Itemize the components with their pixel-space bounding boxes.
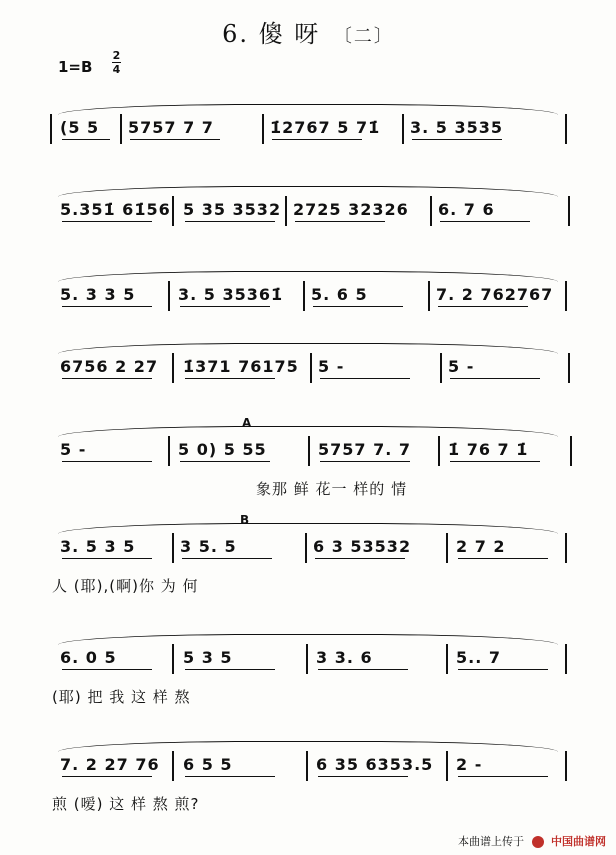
section-marker: B: [240, 513, 250, 527]
barline: [306, 644, 308, 674]
footer-text: 本曲谱上传于: [458, 835, 524, 848]
measure-notes: 2 7 2: [456, 537, 506, 556]
barline: [438, 436, 440, 466]
barline: [430, 196, 432, 226]
beam-underline: [440, 221, 530, 222]
beam-underline: [182, 558, 272, 559]
beam-underline: [438, 306, 528, 307]
measure-notes: 3. 5 3535: [410, 118, 504, 137]
phrase-slur: [58, 634, 558, 645]
barline: [172, 644, 174, 674]
barline: [428, 281, 430, 311]
beam-underline: [62, 558, 152, 559]
measure-notes: 1̇ 76 7 1̇: [448, 440, 529, 459]
barline: [570, 436, 572, 466]
barline: [568, 353, 570, 383]
phrase-slur: [58, 271, 558, 282]
barline: [285, 196, 287, 226]
beam-underline: [313, 306, 403, 307]
barline: [303, 281, 305, 311]
footer-brand: 中国曲谱网: [551, 835, 606, 848]
measure-notes: 6 35 6353.5: [316, 755, 434, 774]
measure-notes: 6 3 53532: [313, 537, 412, 556]
lyric-line: 煎 (嗳) 这 样 熬 煎?: [52, 795, 200, 813]
measure-notes: 5.. 7: [456, 648, 501, 667]
measure-notes: 5757 7. 7: [318, 440, 412, 459]
measure-notes: 5 -: [448, 357, 475, 376]
barline: [172, 751, 174, 781]
beam-underline: [180, 461, 270, 462]
lyric-line: 人 (耶),(啊)你 为 何: [52, 577, 199, 595]
beam-underline: [450, 378, 540, 379]
measure-notes: 5. 3 3 5: [60, 285, 136, 304]
barline: [305, 533, 307, 563]
measure-notes: 1̇371 76175: [183, 357, 299, 376]
time-signature: [112, 50, 121, 75]
page-title: [0, 14, 616, 49]
lyric-line: 象那 鲜 花一 样的 情: [256, 480, 408, 498]
measure-notes: 5 0) 5 55: [178, 440, 267, 459]
barline: [168, 436, 170, 466]
measure-notes: 5 35 3532: [183, 200, 282, 219]
measure-notes: 5 -: [60, 440, 87, 459]
phrase-slur: [58, 343, 558, 354]
key-signature: 1=B: [58, 58, 93, 76]
beam-underline: [320, 378, 410, 379]
barline: [402, 114, 404, 144]
beam-underline: [458, 669, 548, 670]
measure-notes: 5.351̇ 61̇56: [60, 200, 171, 219]
meter-bottom: 4: [112, 63, 121, 76]
barline: [262, 114, 264, 144]
beam-underline: [62, 221, 152, 222]
barline: [565, 533, 567, 563]
phrase-slur: [58, 104, 558, 115]
measure-notes: 1̇2767 5 71̇: [270, 118, 381, 137]
beam-underline: [62, 669, 152, 670]
beam-underline: [318, 669, 408, 670]
barline: [310, 353, 312, 383]
beam-underline: [272, 139, 362, 140]
beam-underline: [458, 776, 548, 777]
measure-notes: (5 5: [60, 118, 100, 137]
barline: [565, 281, 567, 311]
beam-underline: [62, 378, 152, 379]
barline: [568, 196, 570, 226]
barline: [172, 533, 174, 563]
barline: [50, 114, 52, 144]
barline: [172, 196, 174, 226]
measure-notes: 5 3 5: [183, 648, 233, 667]
title-number: 6.: [222, 20, 249, 48]
beam-underline: [295, 221, 385, 222]
measure-notes: 5. 6 5: [311, 285, 368, 304]
measure-notes: 2725 32326: [293, 200, 409, 219]
measure-notes: 6756 2 27: [60, 357, 159, 376]
barline: [168, 281, 170, 311]
beam-underline: [185, 221, 275, 222]
barline: [172, 353, 174, 383]
beam-underline: [185, 776, 275, 777]
barline: [565, 751, 567, 781]
measure-notes: 7. 2 762767: [436, 285, 554, 304]
beam-underline: [185, 378, 275, 379]
beam-underline: [185, 669, 275, 670]
beam-underline: [62, 461, 152, 462]
measure-notes: 6. 7 6: [438, 200, 495, 219]
lyric-line: (耶) 把 我 这 样 熬: [52, 688, 191, 706]
footer: [458, 833, 606, 849]
barline: [565, 114, 567, 144]
measure-notes: 3 5. 5: [180, 537, 237, 556]
barline: [446, 533, 448, 563]
title-sub: 〔二〕: [333, 26, 394, 47]
beam-underline: [320, 461, 410, 462]
beam-underline: [458, 558, 548, 559]
barline: [446, 644, 448, 674]
measure-notes: 6 5 5: [183, 755, 233, 774]
beam-underline: [62, 776, 152, 777]
measure-notes: 6. 0 5: [60, 648, 117, 667]
measure-notes: 3 3. 6: [316, 648, 373, 667]
barline: [446, 751, 448, 781]
beam-underline: [62, 306, 152, 307]
site-logo-icon: [532, 836, 544, 848]
measure-notes: 7. 2 27 76: [60, 755, 160, 774]
measure-notes: 2 -: [456, 755, 483, 774]
phrase-slur: [58, 741, 558, 752]
barline: [565, 644, 567, 674]
barline: [308, 436, 310, 466]
beam-underline: [62, 139, 110, 140]
measure-notes: 5 -: [318, 357, 345, 376]
measure-notes: 5757 7 7: [128, 118, 214, 137]
title-main: 傻 呀: [258, 20, 321, 48]
barline: [120, 114, 122, 144]
section-marker: A: [242, 416, 252, 430]
beam-underline: [315, 558, 405, 559]
beam-underline: [412, 139, 502, 140]
barline: [440, 353, 442, 383]
meter-top: 2: [112, 49, 121, 62]
beam-underline: [130, 139, 220, 140]
beam-underline: [180, 306, 270, 307]
measure-notes: 3. 5 35361̇: [178, 285, 284, 304]
barline: [306, 751, 308, 781]
phrase-slur: [58, 523, 558, 534]
phrase-slur: [58, 186, 558, 197]
beam-underline: [450, 461, 540, 462]
beam-underline: [318, 776, 408, 777]
measure-notes: 3. 5 3 5: [60, 537, 136, 556]
